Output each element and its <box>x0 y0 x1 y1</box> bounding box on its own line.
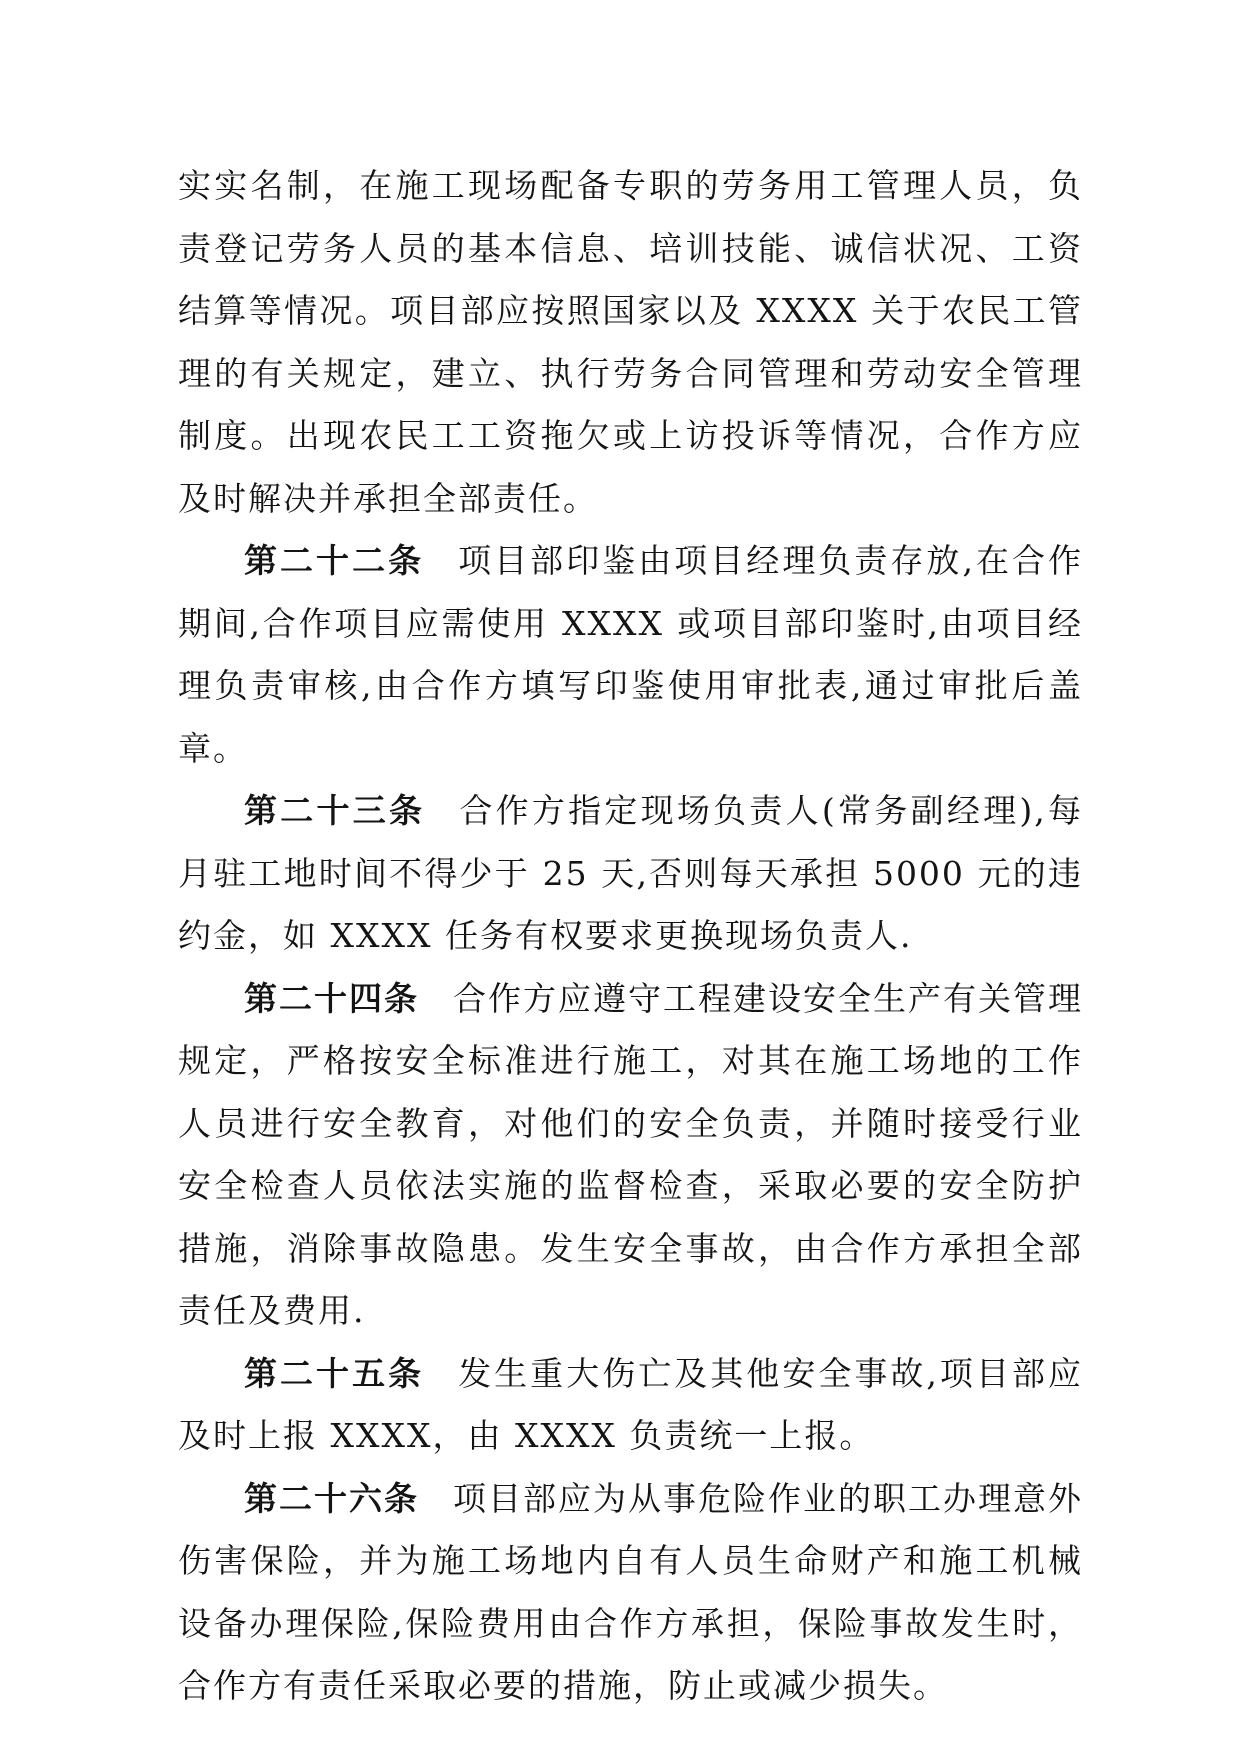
article-text: 项目部应为从事危险作业的职工办理意外伤害保险，并为施工场地内自有人员生命财产和施工机械设备办理保险,保险费用由合作方承担，保险事故发生时，合作方有责任采取必要的措施，防止或减少损失。 <box>178 1478 1083 1705</box>
article-23 <box>178 780 1083 968</box>
article-text: 发生重大伤亡及其他安全事故,项目部应及时上报 XXXX，由 XXXX 负责统一上报。 <box>178 1353 1084 1455</box>
article-24 <box>178 968 1083 1343</box>
article-title: 第二十六条 <box>244 1478 419 1518</box>
article-title: 第二十二条 <box>244 541 425 580</box>
article-title: 第二十五条 <box>244 1353 425 1393</box>
continuation-paragraph: 实实名制，在施工现场配备专职的劳务用工管理人员，负责登记劳务人员的基本信息、培训技能、诚信状况、工资结算等情况。项目部应按照国家以及 XXXX 关于农民工管理的有关规定，建立、执行劳务合同管理和劳动安全管理制度。出现农民工工资拖欠或上访投诉等情况，合作方应及时解决并承担全部责任。 <box>178 166 1083 518</box>
article-22 <box>178 530 1083 780</box>
article-26 <box>178 1468 1083 1718</box>
article-25 <box>178 1343 1083 1468</box>
article-text: 合作方应遵守工程建设安全生产有关管理规定，严格按安全标准进行施工，对其在施工场地的工作人员进行安全教育，对他们的安全负责，并随时接受行业安全检查人员依法实施的监督检查，采取必要的安全防护措施，消除事故隐患。发生安全事故，由合作方承担全部责任及费用. <box>178 978 1083 1330</box>
article-text: 合作方指定现场负责人(常务副经理),每月驻工地时间不得少于 25 天,否则每天承担 5000 元的违约金，如 XXXX 任务有权要求更换现场负责人. <box>178 791 1083 955</box>
article-text: 项目部印鉴由项目经理负责存放,在合作期间,合作项目应需使用 XXXX 或项目部印鉴时,由项目经理负责审核,由合作方填写印鉴使用审批表,通过审批后盖章。 <box>178 541 1084 768</box>
article-title: 第二十四条 <box>244 978 419 1018</box>
document-body <box>178 155 1083 1718</box>
article-title: 第二十三条 <box>244 791 426 830</box>
